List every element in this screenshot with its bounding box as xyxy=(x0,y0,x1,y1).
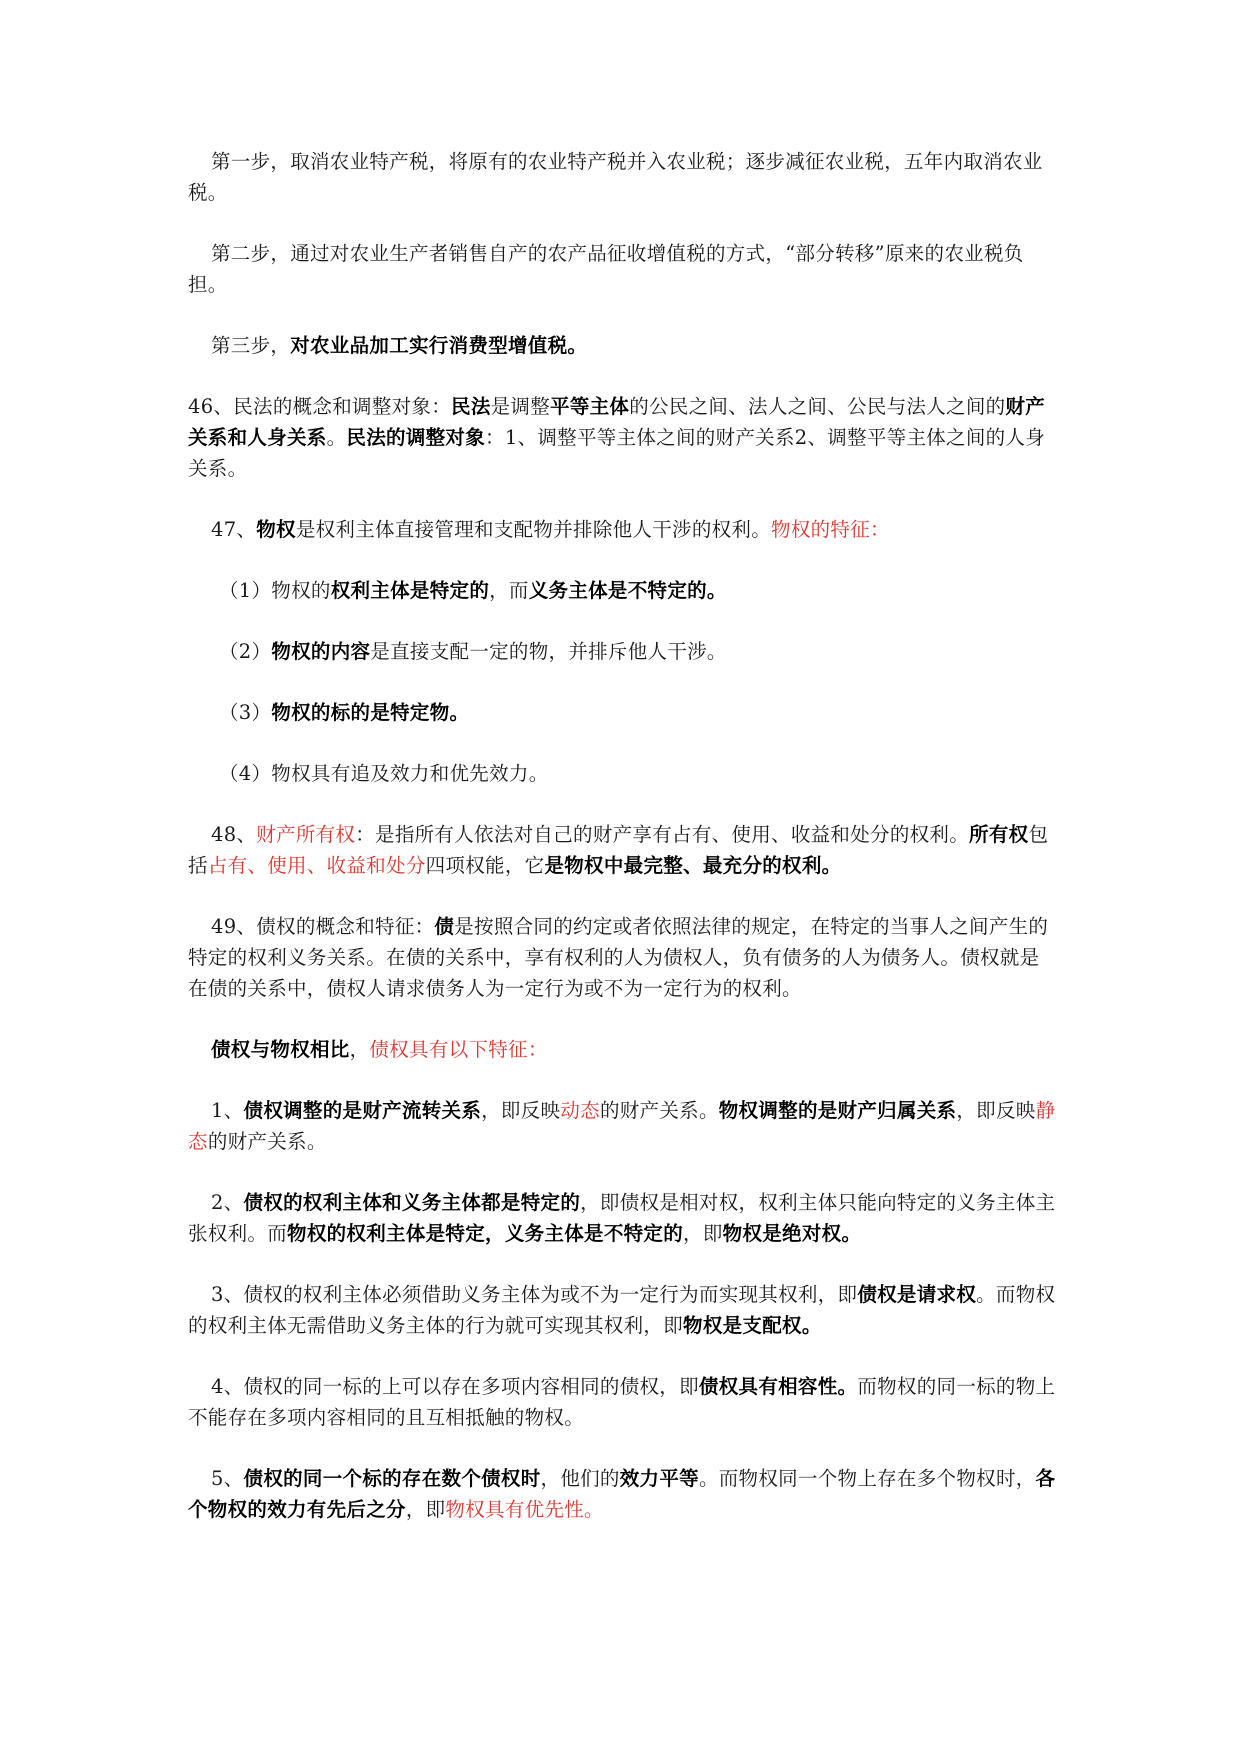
body-text: 46、民法的概念和调整对象： xyxy=(188,395,452,418)
body-text: ，他们的 xyxy=(540,1467,620,1490)
bold-text: 物权的标的是特定物。 xyxy=(271,701,470,724)
body-text: 的财产关系。 xyxy=(599,1099,719,1122)
body-text: 47、 xyxy=(211,518,257,541)
body-text: 是按照合同的约定或者依照法律的规定，在特定的当事人之间产生的特定的权利义务关系。在债的关系中，享有权利的人为债权人，负有债务的人为债务人。债权就是在债的关系中，债权人请求债务人为一定行为或不为一定行为的权利。 xyxy=(188,915,1049,1000)
paragraph xyxy=(188,1463,1056,1525)
bold-text: 债权的权利主体和义务主体都是特定的 xyxy=(243,1191,581,1214)
body-text: 。 xyxy=(326,426,347,449)
body-text: 的财产关系。 xyxy=(207,1130,327,1153)
body-text: 四项权能，它 xyxy=(425,854,545,877)
paragraph xyxy=(188,1279,1056,1341)
bold-text: 债权与物权相比 xyxy=(211,1038,350,1061)
body-text: 。而物权同一个物上存在多个物权时， xyxy=(698,1467,1036,1490)
bold-text: 物权的权利主体是特定，义务主体是不特定的 xyxy=(287,1222,684,1245)
body-text: ：1、调整平等主体之间的财产关系2、调整平等主体之间的人身关系。 xyxy=(188,426,1046,480)
paragraph xyxy=(188,330,1056,361)
bold-text: 平等主体 xyxy=(550,395,630,418)
paragraph xyxy=(188,1371,1056,1433)
highlight-text: 物权具有优先性。 xyxy=(445,1498,604,1521)
body-text: 1、 xyxy=(211,1099,244,1122)
body-text: 第二步，通过对农业生产者销售自产的农产品征收增值税的方式，“部分转移”原来的农业税负担。 xyxy=(188,242,1024,296)
body-text: （1）物权的 xyxy=(219,579,331,602)
body-text: （2） xyxy=(219,640,272,663)
highlight-text: 动态 xyxy=(560,1099,600,1122)
bold-text: 物权是绝对权。 xyxy=(722,1222,862,1245)
body-text: 第一步，取消农业特产税，将原有的农业特产税并入农业税；逐步减征农业税，五年内取消农业税。 xyxy=(188,150,1043,204)
paragraph xyxy=(188,1187,1056,1249)
body-text: 是权利主体直接管理和支配物并排除他人干涉的权利。 xyxy=(295,518,772,541)
body-text: （3） xyxy=(219,701,272,724)
paragraph xyxy=(188,1034,1056,1065)
paragraph xyxy=(188,697,1056,728)
highlight-text: 财产所有权 xyxy=(256,823,356,846)
bold-text: 物权是支配权。 xyxy=(683,1314,822,1337)
body-text: 包括 xyxy=(188,823,1049,877)
body-text: 。而物权的权利主体无需借助义务主体的行为就可实现其权利，即 xyxy=(188,1283,1056,1337)
bold-text: 义务主体是不特定的。 xyxy=(528,579,727,602)
bold-text: 债权是请求权 xyxy=(857,1283,977,1306)
highlight-text: 债权具有以下特征： xyxy=(369,1038,548,1061)
bold-text: 各个物权的效力有先后之分 xyxy=(188,1467,1056,1521)
paragraph xyxy=(188,758,1056,789)
bold-text: 权利主体是特定的 xyxy=(330,579,490,602)
body-text: ，即 xyxy=(683,1222,723,1245)
paragraph xyxy=(188,238,1056,300)
body-text: 4、债权的同一标的上可以存在多项内容相同的债权，即 xyxy=(211,1375,699,1398)
bold-text: 效力平等 xyxy=(619,1467,699,1490)
bold-text: 物权 xyxy=(256,518,296,541)
body-text: 是直接支配一定的物，并排斥他人干涉。 xyxy=(370,640,727,663)
bold-text: 是物权中最完整、最充分的权利。 xyxy=(544,854,842,877)
highlight-text: 占有、使用、收益和处分 xyxy=(207,854,426,877)
body-text: 49、债权的概念和特征： xyxy=(211,915,435,938)
body-text: ，即 xyxy=(405,1498,446,1521)
paragraph xyxy=(188,391,1056,484)
body-text: ：是指所有人依法对自己的财产享有占有、使用、收益和处分的权利。 xyxy=(355,823,970,846)
paragraph xyxy=(188,575,1056,606)
paragraph xyxy=(188,819,1056,881)
body-text: ，而 xyxy=(489,579,529,602)
body-text: （4）物权具有追及效力和优先效力。 xyxy=(219,762,549,785)
bold-text: 对农业品加工实行消费型增值税。 xyxy=(290,334,588,357)
bold-text: 债 xyxy=(434,915,455,938)
body-text: 第三步， xyxy=(211,334,291,357)
bold-text: 物权调整的是财产归属关系 xyxy=(718,1099,957,1122)
bold-text: 债权的同一个标的存在数个债权时 xyxy=(243,1467,541,1490)
bold-text: 物权的内容 xyxy=(271,640,371,663)
body-text: ，即债权是相对权，权利主体只能向特定的义务主体主张权利。而 xyxy=(188,1191,1056,1245)
bold-text: 民法 xyxy=(451,395,491,418)
body-text: ， xyxy=(349,1038,370,1061)
bold-text: 债权调整的是财产流转关系 xyxy=(243,1099,482,1122)
paragraph xyxy=(188,146,1056,208)
body-text: 5、 xyxy=(211,1467,244,1490)
bold-text: 债权具有相容性。 xyxy=(698,1375,858,1398)
bold-text: 所有权 xyxy=(969,823,1029,846)
body-text: 而物权的同一标的物上不能存在多项内容相同的且互相抵触的物权。 xyxy=(188,1375,1056,1429)
body-text: ，即反映 xyxy=(481,1099,561,1122)
body-text: 是调整 xyxy=(490,395,551,418)
body-text: 3、债权的权利主体必须借助义务主体为或不为一定行为而实现其权利，即 xyxy=(211,1283,858,1306)
highlight-text: 物权的特征： xyxy=(771,518,890,541)
body-text: 2、 xyxy=(211,1191,244,1214)
paragraph xyxy=(188,636,1056,667)
document-body xyxy=(188,146,1056,1555)
body-text: ，即反映 xyxy=(956,1099,1036,1122)
paragraph xyxy=(188,911,1056,1004)
highlight-text: 静态 xyxy=(188,1099,1056,1153)
paragraph xyxy=(188,514,1056,545)
bold-text: 财产关系和人身关系 xyxy=(188,395,1046,449)
body-text: 48、 xyxy=(211,823,257,846)
paragraph xyxy=(188,1095,1056,1157)
body-text: 的公民之间、法人之间、公民与法人之间的 xyxy=(629,395,1006,418)
bold-text: 民法的调整对象 xyxy=(346,426,486,449)
